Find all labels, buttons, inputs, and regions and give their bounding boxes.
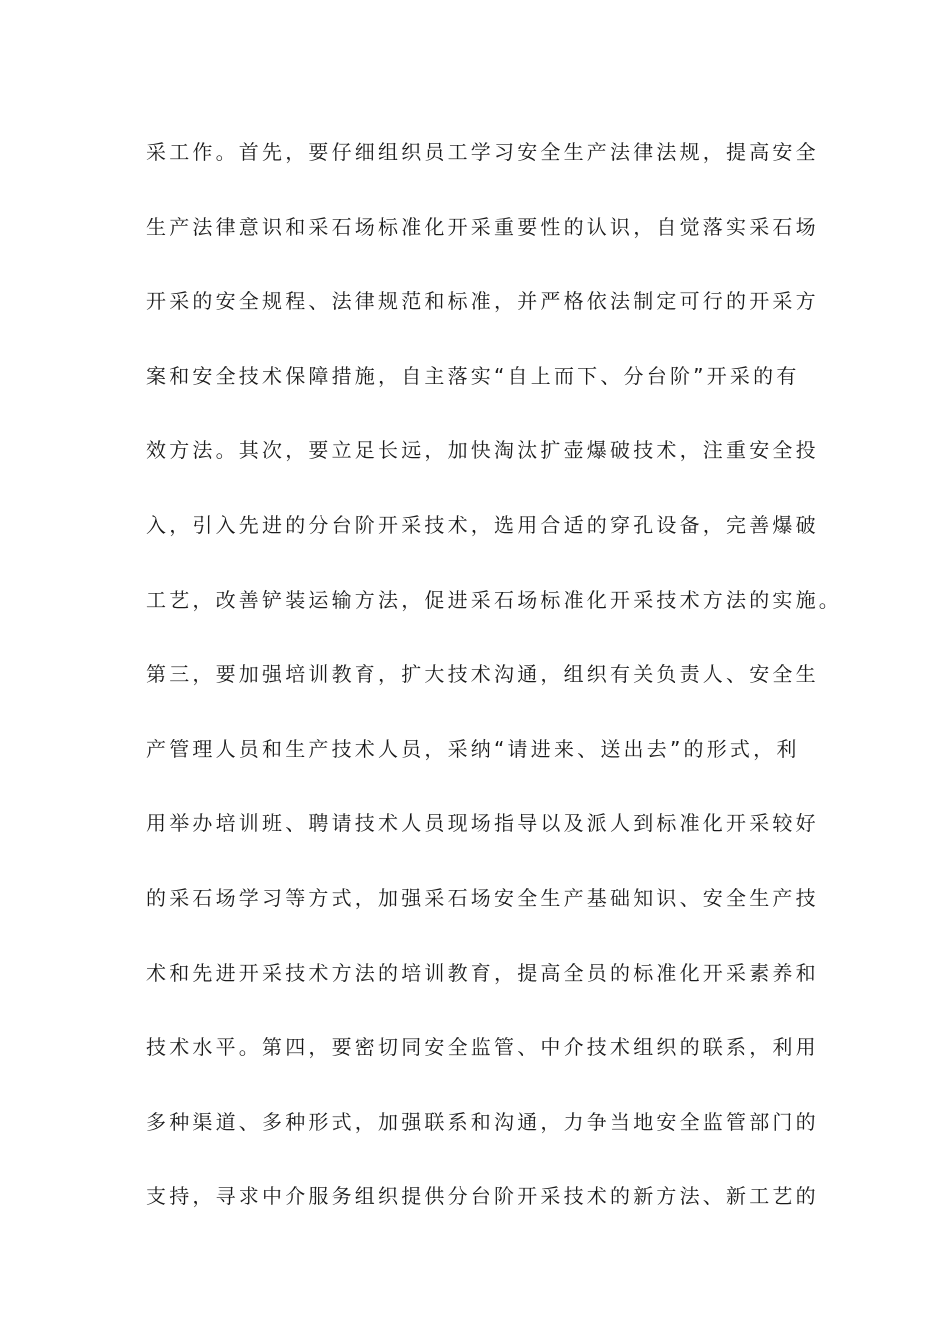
text-line: 生产法律意识和采石场标准化开采重要性的认识，自觉落实采石场 <box>146 214 819 239</box>
text-line: 案和安全技术保障措施，自主落实“自上而下、分台阶”开采的有 <box>146 363 800 388</box>
text-line: 的采石场学习等方式，加强采石场安全生产基础知识、安全生产技 <box>146 885 819 910</box>
text-line: 第三，要加强培训教育，扩大技术沟通，组织有关负责人、安全生 <box>146 662 819 687</box>
text-line: 入，引入先进的分台阶开采技术，选用合适的穿孔设备，完善爆破 <box>146 512 819 537</box>
text-line: 工艺，改善铲装运输方法，促进采石场标准化开采技术方法的实施。 <box>146 587 842 612</box>
text-line: 产管理人员和生产技术人员，采纳“请进来、送出去”的形式，利 <box>146 736 800 761</box>
text-line: 技术水平。第四，要密切同安全监管、中介技术组织的联系，利用 <box>146 1035 819 1060</box>
text-line: 采工作。首先，要仔细组织员工学习安全生产法律法规，提高安全 <box>146 140 819 164</box>
text-line: 多种渠道、多种形式，加强联系和沟通，力争当地安全监管部门的 <box>146 1109 819 1134</box>
body-text <box>146 132 842 1251</box>
text-line: 术和先进开采技术方法的培训教育，提高全员的标准化开采素养和 <box>146 960 819 985</box>
text-line: 效方法。其次，要立足长远，加快淘汰扩壶爆破技术，注重安全投 <box>146 438 819 463</box>
text-line: 支持，寻求中介服务组织提供分台阶开采技术的新方法、新工艺的 <box>146 1184 819 1209</box>
text-line: 开采的安全规程、法律规范和标准，并严格依法制定可行的开采方 <box>146 289 819 314</box>
text-line: 用举办培训班、聘请技术人员现场指导以及派人到标准化开采较好 <box>146 811 819 836</box>
